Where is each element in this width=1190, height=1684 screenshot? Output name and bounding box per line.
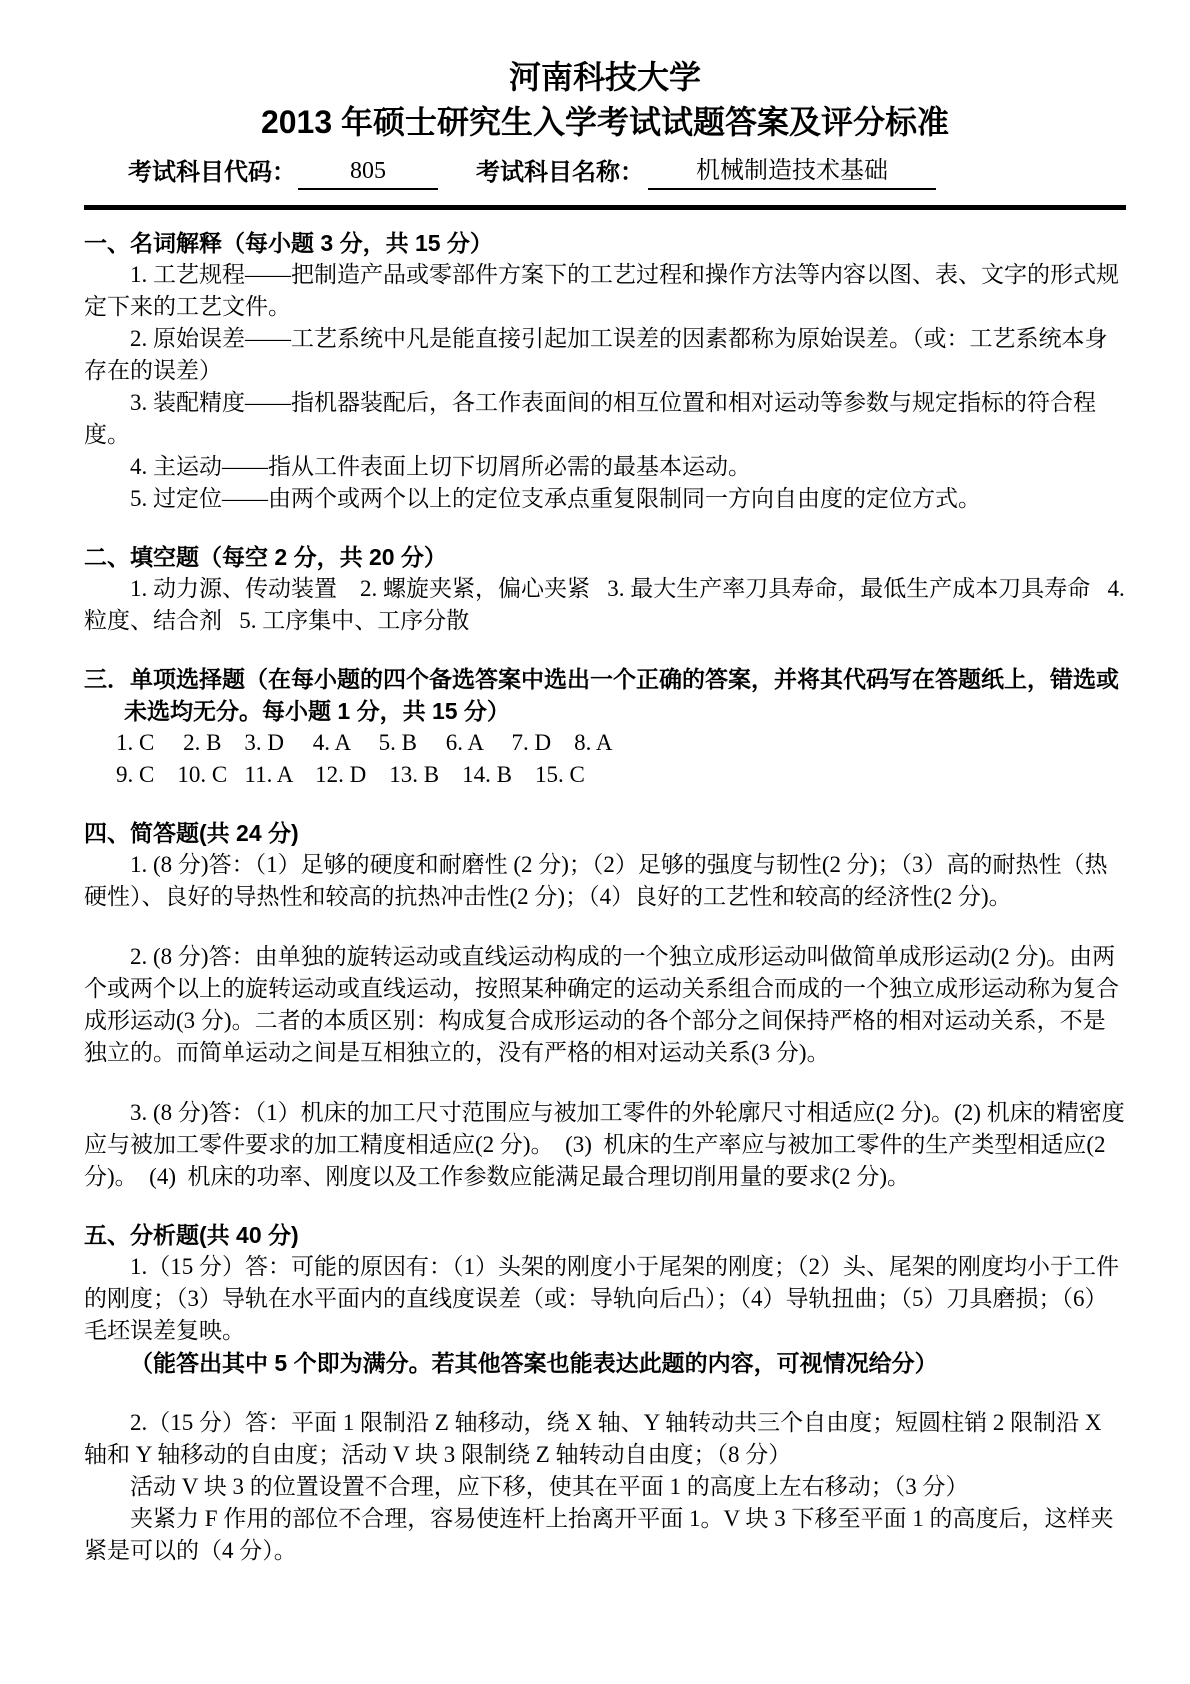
definition-item-1: 1. 工艺规程——把制造产品或零部件方案下的工艺过程和操作方法等内容以图、表、文字的形式规定下来的工艺文件。 xyxy=(84,262,1119,319)
section-definitions xyxy=(84,227,1126,515)
section-analysis-heading: 五、分析题(共 40 分) xyxy=(84,1222,299,1248)
section-short-answers xyxy=(84,817,1126,1193)
section-fill-blanks xyxy=(84,541,1131,637)
short-answer-1: 1. (8 分)答：（1）足够的硬度和耐磨性 (2 分)；（2）足够的强度与韧性(2 分)；（3）高的耐热性（热硬性）、良好的导热性和较高的抗热冲击性(2 分)；（4）良好的工艺性和较高的经济性(2 分)。 xyxy=(84,852,1108,909)
section-analysis xyxy=(84,1219,1126,1567)
section-short-answers-heading: 四、简答题(共 24 分) xyxy=(84,820,299,846)
definition-item-4: 4. 主运动——指从工件表面上切下切屑所必需的最基本运动。 xyxy=(130,454,751,479)
choice-answers-row-1: 1. C 2. B 3. D 4. A 5. B 6. A 7. D 8. A xyxy=(116,730,613,755)
analysis-grading-note: （能答出其中 5 个即为满分。若其他答案也能表达此题的内容，可视情况给分） xyxy=(130,1350,938,1376)
section-multiple-choice xyxy=(84,663,1126,791)
definition-item-2: 2. 原始误差——工艺系统中凡是能直接引起加工误差的因素都称为原始误差。（或：工艺系统本身存在的误差） xyxy=(84,326,1108,383)
section-fill-blanks-heading: 二、填空题（每空 2 分，共 20 分） xyxy=(84,544,447,570)
header-divider-rule xyxy=(84,205,1126,210)
definition-item-5: 5. 过定位——由两个或两个以上的定位支承点重复限制同一方向自由度的定位方式。 xyxy=(130,486,981,511)
fill-blanks-answers: 1. 动力源、传动装置 2. 螺旋夹紧，偏心夹紧 3. 最大生产率刀具寿命，最低生产成本刀具寿命 4. 粒度、结合剂 5. 工序集中、工序分散 xyxy=(84,576,1131,633)
school-name: 河南科技大学 xyxy=(508,59,701,95)
analysis-answer-2c: 夹紧力 F 作用的部位不合理，容易使连杆上抬离开平面 1。V 块 3 下移至平面 1 的高度后，这样夹紧是可以的（4 分）。 xyxy=(84,1506,1114,1563)
subject-code-label: 考试科目代码： xyxy=(128,159,296,186)
choice-answers-row-2: 9. C 10. C 11. A 12. D 13. B 14. B 15. C xyxy=(116,762,585,787)
analysis-answer-2b: 活动 V 块 3 的位置设置不合理，应下移，使其在平面 1 的高度上左右移动；（3 分） xyxy=(130,1474,969,1499)
analysis-answer-2: 2.（15 分）答：平面 1 限制沿 Z 轴移动，绕 X 轴、Y 轴转动共三个自由度；短圆柱销 2 限制沿 X 轴和 Y 轴移动的自由度；活动 V 块 3 限制绕 Z 轴转动自由度；（8 分） xyxy=(84,1410,1108,1467)
definition-item-3: 3. 装配精度——指机器装配后，各工作表面间的相互位置和相对运动等参数与规定指标的符合程度。 xyxy=(84,390,1096,447)
subject-code-value: 805 xyxy=(298,154,438,190)
analysis-answer-1: 1.（15 分）答：可能的原因有：（1）头架的刚度小于尾架的刚度；（2）头、尾架的刚度均小于工件的刚度；（3）导轨在水平面内的直线度误差（或：导轨向后凸）；（4）导轨扭曲；（5）刀具磨损；（6）毛坯误差复映。 xyxy=(84,1254,1119,1343)
subject-name-label: 考试科目名称： xyxy=(476,159,644,186)
short-answer-2: 2. (8 分)答：由单独的旋转运动或直线运动构成的一个独立成形运动叫做简单成形运动(2 分)。由两个或两个以上的旋转运动或直线运动，按照某种确定的运动关系组合而成的一个独立成形运动称为复合成形运动(3 分)。二者的本质区别：构成复合成形运动的各个部分之间保持严格的相对运动关系，不是独立的。而简单运动之间是互相独立的，没有严格的相对运动关系(3 分)。 xyxy=(84,944,1119,1065)
section-definitions-heading: 一、名词解释（每小题 3 分，共 15 分） xyxy=(84,230,493,256)
subject-meta-row xyxy=(128,154,1126,190)
document-title: 2013 年硕士研究生入学考试试题答案及评分标准 xyxy=(260,104,950,140)
section-multiple-choice-heading: 三．单项选择题（在每小题的四个备选答案中选出一个正确的答案，并将其代码写在答题纸上，错选或未选均无分。每小题 1 分，共 15 分） xyxy=(84,666,1119,724)
short-answer-3: 3. (8 分)答：（1）机床的加工尺寸范围应与被加工零件的外轮廓尺寸相适应(2 分)。(2) 机床的精密度应与被加工零件要求的加工精度相适应(2 分)。 (3) 机床的生产率应与被加工零件的生产类型相适应(2 分)。 (4) 机床的功率、刚度以及工作参数应能满足最合理切削用量的要求(2 分)。 xyxy=(84,1100,1125,1189)
subject-name-value: 机械制造技术基础 xyxy=(648,154,936,190)
